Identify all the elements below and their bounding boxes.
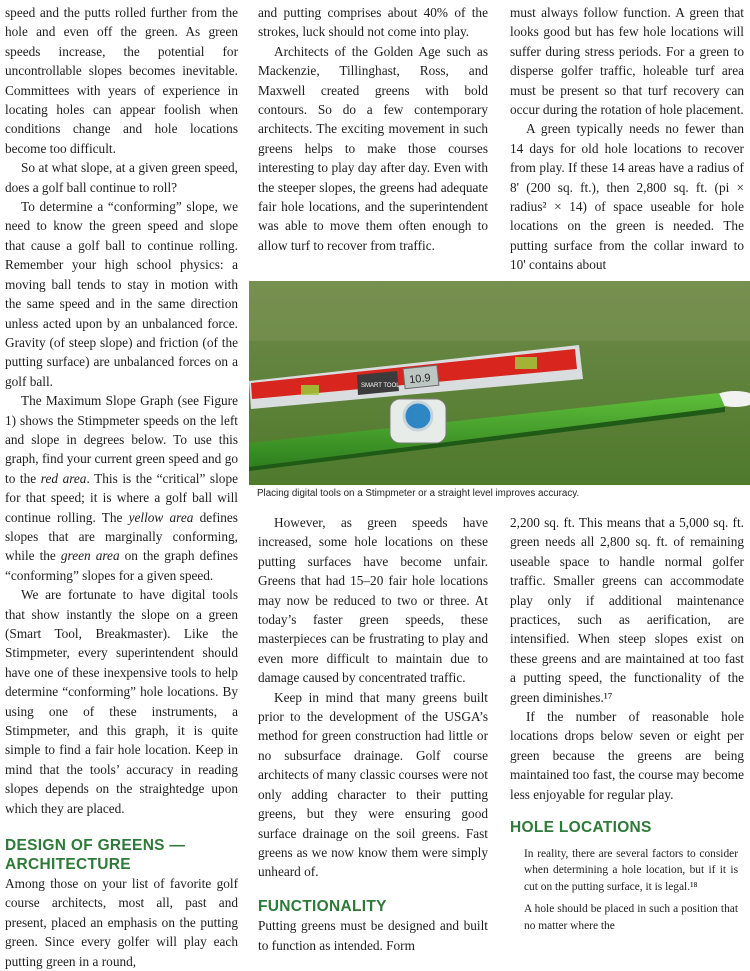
col4-paragraph-1: However, as green speeds have increased, some hole locations on these putting surfaces have become unfair. Greens that had 15–20 fair hole locations may now be reduced to two or three. At today’s faster green speeds, these masterpieces can be frustrating to play and even more difficult to maintain due to damage caused by concentrated traffic.: [258, 515, 488, 686]
col1-paragraph-4: The Maximum Slope Graph (see Figure 1) shows the Stimpmeter speeds on the left and slope in degrees below. To use this graph, find your current green speed and go to the red area. This is the “critical” slope for that speed; it is where a golf ball will continue rolling. The yellow area defines slopes that are marginally conforming, while the green area on the graph defines “conforming” slopes for a given speed.: [5, 393, 239, 583]
col1-paragraph-3: To determine a “conforming” slope, we need to know the green speed and slope that cause a golf ball to continue rolling. Remember your high school physics: a moving ball tends to stay in motion with the same speed and in the same direction unless acted upon by an unbalanced force. Gravity (of steep slope) and friction (of the putting surface) are unbalanced forces on a golf ball.: [5, 199, 238, 389]
col3-paragraph-2: A green typically needs no fewer than 14 days for old hole locations to recover from play. If these 14 areas have a radius of 8' (200 sq. ft.), then 2,800 sq. ft. (pi × radius² × 14) of space useable for hole locations on the green is needed. The putting surface from the collar inward to 10' contains about: [510, 121, 744, 273]
col4-paragraph-2: Keep in mind that many greens built prior to the development of the USGA’s method for green construction had little or no subsurface drainage. Golf course architects of many classic courses were not only adding character to their putting greens, but they were ensuring good surface drainage on the soil greens. Fast greens as we now know them were simply unheard of.: [258, 689, 488, 880]
col1-paragraph-2: So at what slope, at a given green speed, does a golf ball continue to roll?: [5, 160, 238, 195]
col5-sidebar-paragraph-1: In reality, there are several factors to consider when determining a hole location, but if it is cut on the putting surface, it is legal.¹⁸: [524, 847, 738, 893]
stimpmeter-photo: [249, 281, 750, 485]
heading-design-of-greens: DESIGN OF GREENS — ARCHITECTURE: [5, 837, 186, 873]
col5-sidebar-paragraph-2: A hole should be placed in such a position that no matter where the: [524, 903, 738, 932]
col2-paragraph-2: Architects of the Golden Age such as Mackenzie, Tillinghast, Ross, and Maxwell created greens with bold contours. So do a few contemporary architects. The exciting movement in such greens helps to make those courses interesting to play day after day. Even with the steeper slopes, the greens had adequate fair hole locations, and the superintendent was able to move them often enough to allow turf to recover from traffic.: [258, 43, 488, 253]
col5-paragraph-1: 2,200 sq. ft. This means that a 5,000 sq. ft. green needs all 2,800 sq. ft. of remaining useable space to handle normal golfer traffic. Smaller greens can accommodate play only if additional maintenance practices, such as aerification, are intensified. When steep slopes exist on these greens and are maintained at too fast a putting speed, the functionality of the green diminishes.¹⁷: [510, 515, 744, 705]
green-area-term: green area: [60, 548, 120, 564]
column-3: [510, 3, 744, 275]
col1-paragraph-1: speed and the putts rolled further from the hole and even off the green. As green speeds increase, the potential for uncontrollable slopes becomes inevitable. Committees with years of experience in locating holes can appear foolish when conditions change and hole locations become too difficult.: [5, 5, 238, 156]
col4-paragraph-3: Putting greens must be designed and built to function as intended. Form: [258, 918, 488, 953]
column-5: [510, 513, 744, 935]
col5-paragraph-2: If the number of reasonable hole locations drops below seven or eight per green because the greens are being maintained too fast, the course may become less enjoyable for regular play.: [510, 709, 744, 802]
stimpmeter-illustration: [249, 281, 750, 485]
heading-functionality: FUNCTIONALITY: [258, 897, 387, 915]
smart-tool-brand: SMART TOOL: [361, 383, 400, 389]
column-4: [258, 513, 488, 955]
col1-paragraph-6: Among those on your list of favorite golf course architects, most all, past and present, placed an emphasis on the putting green. Since every golfer will play each putting green in a round,: [5, 876, 238, 969]
col3-paragraph-1: must always follow function. A green that looks good but has few hole locations will suffer during stress periods. For a green to disperse golfer traffic, holeable turf area must be present so that turf recovery can occur during the rotation of hole placement.: [510, 5, 744, 118]
red-area-term: red area: [40, 470, 87, 486]
bubble-vial-right: [515, 357, 537, 369]
photo-caption: Placing digital tools on a Stimpmeter or a straight level improves accuracy.: [257, 488, 580, 499]
display-readout: 10.9: [408, 372, 432, 387]
yellow-area-term: yellow area: [128, 509, 194, 525]
digital-tool-dial: [404, 402, 432, 430]
column-1: [5, 3, 238, 971]
col2-paragraph-1: and putting comprises about 40% of the strokes, luck should not come into play.: [258, 5, 488, 40]
bubble-vial-left: [301, 385, 319, 395]
column-2: [258, 3, 488, 255]
heading-hole-locations: HOLE LOCATIONS: [510, 819, 652, 837]
col1-paragraph-5: We are fortunate to have digital tools that show instantly the slope on a green (Smart Tool, Breakmaster). Like the Stimpmeter, every superintendent should have one of these inexpensive tools to help determine “conforming” hole locations. By using one of these instruments, a Stimpmeter, and this graph, it is quite simple to find a fair hole location. Keep in mind that the tools’ accuracy in reading slopes depends on the straightedge upon which they are placed.: [5, 587, 238, 816]
